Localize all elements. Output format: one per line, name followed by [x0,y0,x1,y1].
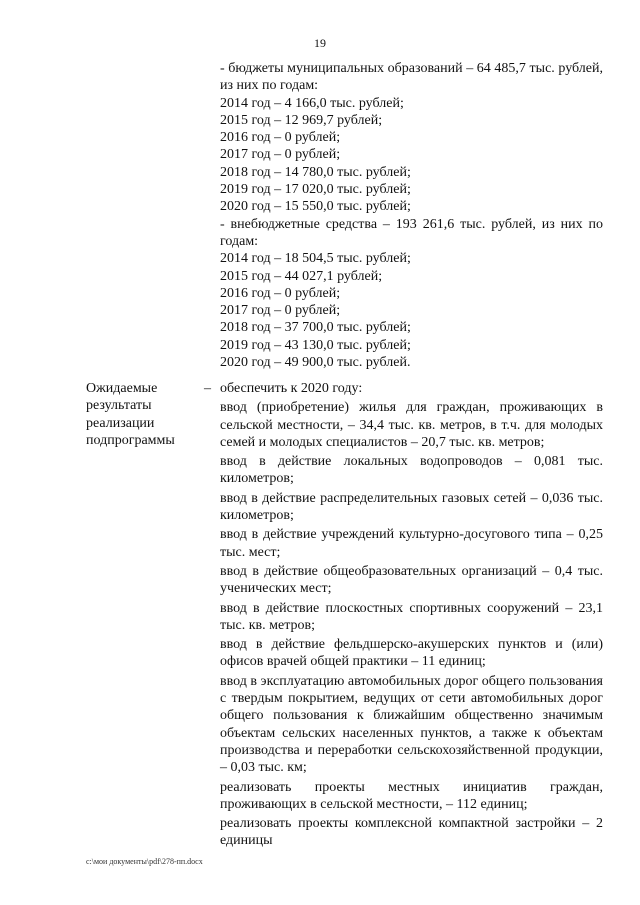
municipal-year-list [220,95,603,216]
year-line: 2017 год – 0 рублей; [220,303,341,319]
results-intro: обеспечить к 2020 году: [220,381,363,396]
year-line: 2014 год – 18 504,5 тыс. рублей; [220,251,411,267]
result-item: ввод в действие локальных водопроводов – 0,081 тыс. километров; [220,454,603,487]
year-line: 2020 год – 49 900,0 тыс. рублей. [220,355,411,371]
result-item: ввод в действие учреждений культурно-досугового типа – 0,25 тыс. мест; [220,527,603,560]
extrabudget-year-list [220,250,603,371]
year-line: 2015 год – 12 969,7 рублей; [220,112,383,128]
result-item: ввод в действие общеобразовательных организаций – 0,4 тыс. ученических мест; [220,563,603,597]
year-line: 2020 год – 15 550,0 тыс. рублей; [220,199,411,215]
year-line: 2018 год – 37 700,0 тыс. рублей; [220,320,411,336]
footer-file-path: c:\мои документы\pdf\278-пп.docx [86,857,203,866]
year-line: 2016 год – 0 рублей; [220,130,341,146]
results-label [86,380,206,449]
municipal-budget-block [220,60,603,371]
result-item: ввод в эксплуатацию автомобильных дорог общего пользования с твердым покрытием, ведущих от сети автомобильных дорог общего пользования к ближайшим общественно значимым объектам сельских населенных пунктов, а также к объектам производства и переработки сельскохозяйственной продукции, – 0,03 тыс. км; [220,673,603,776]
result-item: реализовать проекты местных инициатив граждан, проживающих в сельской местности, – 112 единиц; [220,779,603,812]
year-line: 2015 год – 44 027,1 рублей; [220,268,383,284]
year-line: 2014 год – 4 166,0 тыс. рублей; [220,95,404,111]
label-line: реализации [86,415,155,431]
page-number: 19 [314,36,326,50]
year-line: 2016 год – 0 рублей; [220,285,341,301]
results-block [220,380,603,852]
extrabudget-intro: - внебюджетные средства – 193 261,6 тыс. рублей, из них по годам: [220,216,603,249]
results-dash: – [204,381,211,396]
label-line: результаты [86,398,152,414]
result-item: ввод в действие фельдшерско-акушерских пунктов и (или) офисов врачей общей практики – 11 единиц; [220,637,603,670]
year-line: 2018 год – 14 780,0 тыс. рублей; [220,164,411,180]
result-item: реализовать проекты комплексной компактной застройки – 2 единицы [220,816,603,849]
year-line: 2017 год – 0 рублей; [220,147,341,163]
year-line: 2019 год – 43 130,0 тыс. рублей; [220,337,411,353]
result-item: ввод в действие распределительных газовых сетей – 0,036 тыс. километров; [220,490,603,524]
municipal-budget-intro: - бюджеты муниципальных образований – 64 485,7 тыс. рублей, из них по годам: [220,61,603,94]
result-item: ввод в действие плоскостных спортивных сооружений – 23,1 тыс. кв. метров; [220,600,603,633]
year-line: 2019 год – 17 020,0 тыс. рублей; [220,182,411,198]
label-line: подпрограммы [86,432,175,448]
result-item: ввод (приобретение) жилья для граждан, проживающих в сельской местности, – 34,4 тыс. кв. метров, в т.ч. для молодых семей и молодых специалистов – 20,7 тыс. кв. метров; [220,400,603,450]
label-line: Ожидаемые [86,381,158,396]
